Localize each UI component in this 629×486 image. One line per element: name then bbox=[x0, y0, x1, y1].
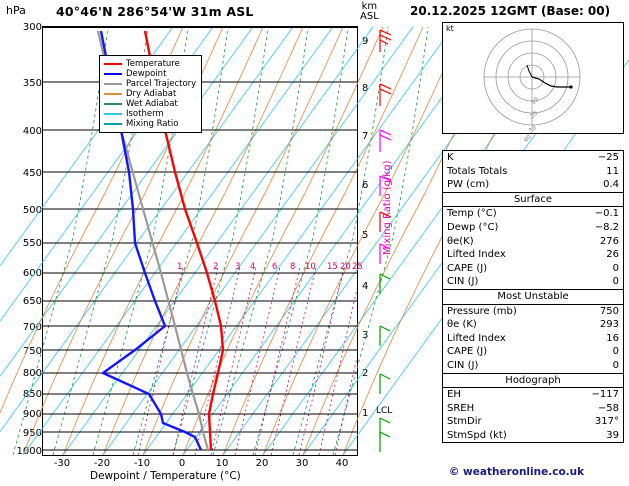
table-row bbox=[443, 429, 623, 443]
wind-barb bbox=[380, 432, 390, 452]
wind-barb-column bbox=[358, 26, 404, 456]
most-unstable-section-header: Most Unstable bbox=[443, 289, 623, 305]
wind-barb bbox=[380, 30, 391, 52]
pressure-tick: 650 bbox=[22, 296, 42, 307]
table-row bbox=[443, 151, 623, 165]
lcl-label: LCL bbox=[376, 406, 393, 416]
svg-text:40: 40 bbox=[522, 133, 533, 144]
svg-text:30: 30 bbox=[527, 124, 538, 135]
legend bbox=[99, 55, 202, 133]
mixing-ratio-value: 8 bbox=[290, 262, 296, 272]
wind-barb bbox=[380, 212, 391, 232]
row-value: 26 bbox=[606, 249, 619, 261]
row-label: SREH bbox=[447, 402, 475, 414]
row-label: θe (K) bbox=[447, 319, 477, 331]
row-label: CIN (J) bbox=[447, 359, 479, 371]
svg-text:10: 10 bbox=[529, 96, 541, 107]
pressure-unit-label: hPa bbox=[6, 4, 26, 17]
table-row bbox=[443, 165, 623, 179]
mixing-ratio-value: 6 bbox=[272, 262, 278, 272]
temp-tick: 0 bbox=[178, 458, 186, 469]
temp-tick: 30 bbox=[295, 458, 309, 469]
pressure-tick: 850 bbox=[22, 389, 42, 400]
row-label: Temp (°C) bbox=[447, 208, 497, 220]
table-row bbox=[443, 235, 623, 249]
table-row bbox=[443, 178, 623, 192]
hodograph-section-header: Hodograph bbox=[443, 373, 623, 389]
table-row bbox=[443, 221, 623, 235]
svg-text:20: 20 bbox=[528, 110, 540, 121]
km-tick: 6 bbox=[362, 180, 369, 191]
row-value: −0.1 bbox=[594, 208, 619, 220]
row-value: −8.2 bbox=[594, 221, 619, 233]
row-value: 39 bbox=[606, 429, 619, 441]
temp-tick: -30 bbox=[53, 458, 71, 469]
table-row bbox=[443, 318, 623, 332]
table-row bbox=[443, 345, 623, 359]
km-axis-label-line2: ASL bbox=[360, 11, 379, 22]
temp-tick: -20 bbox=[93, 458, 111, 469]
row-value: 317° bbox=[594, 416, 619, 428]
row-value: 0 bbox=[612, 359, 619, 371]
pressure-tick: 400 bbox=[22, 126, 42, 137]
mixing-ratio-value: 20 bbox=[340, 262, 351, 272]
table-row bbox=[443, 415, 623, 429]
row-label: CAPE (J) bbox=[447, 262, 488, 274]
temp-tick: 20 bbox=[255, 458, 269, 469]
pressure-tick: 900 bbox=[22, 409, 42, 420]
km-tick: 3 bbox=[362, 330, 369, 341]
wind-barb bbox=[380, 130, 391, 152]
forecast-date-title: 20.12.2025 12GMT (Base: 00) bbox=[410, 4, 611, 18]
row-label: Totals Totals bbox=[447, 165, 508, 177]
legend-item-isotherm bbox=[104, 109, 196, 119]
row-label: Pressure (mb) bbox=[447, 305, 517, 317]
pressure-tick: 350 bbox=[22, 78, 42, 89]
hodograph-box bbox=[442, 22, 624, 144]
legend-label: Wet Adiabat bbox=[126, 99, 178, 109]
mixing-ratio-value: 2 bbox=[213, 262, 219, 272]
temp-tick: 10 bbox=[215, 458, 229, 469]
legend-item-dewpoint bbox=[104, 69, 196, 79]
table-row bbox=[443, 248, 623, 262]
mixing-ratio-value: 15 bbox=[327, 262, 338, 272]
wind-barb bbox=[380, 244, 390, 264]
row-value: 11 bbox=[606, 165, 619, 177]
wind-barb bbox=[380, 274, 390, 294]
legend-label: Parcel Trajectory bbox=[126, 79, 197, 89]
mixing-ratio-value: 1 bbox=[177, 262, 183, 272]
temp-tick: 40 bbox=[335, 458, 349, 469]
row-value: −58 bbox=[597, 402, 619, 414]
row-value: 293 bbox=[599, 319, 619, 331]
legend-item-wet-adiabat bbox=[104, 99, 196, 109]
legend-label: Temperature bbox=[126, 59, 180, 69]
indices-table bbox=[442, 150, 624, 443]
table-row bbox=[443, 402, 623, 416]
legend-label: Isotherm bbox=[126, 109, 164, 119]
legend-label: Mixing Ratio bbox=[126, 119, 179, 129]
pressure-tick: 500 bbox=[22, 205, 42, 216]
row-label: CAPE (J) bbox=[447, 346, 488, 358]
row-value: −117 bbox=[591, 389, 619, 401]
row-label: K bbox=[447, 152, 454, 163]
row-value: 0.4 bbox=[603, 179, 619, 191]
info-panel bbox=[404, 0, 629, 486]
km-tick: 4 bbox=[362, 281, 369, 292]
km-axis-label-line1: km bbox=[361, 1, 378, 12]
row-label: StmSpd (kt) bbox=[447, 429, 507, 441]
surface-section-header: Surface bbox=[443, 192, 623, 208]
km-tick: 1 bbox=[362, 408, 369, 419]
row-label: Dewp (°C) bbox=[447, 221, 499, 233]
row-value: 16 bbox=[606, 332, 619, 344]
row-label: EH bbox=[447, 389, 461, 401]
pressure-tick: 950 bbox=[22, 428, 42, 439]
skewt-plot-area bbox=[42, 26, 358, 456]
mixing-ratio-value: 3 bbox=[235, 262, 241, 272]
legend-item-dry-adiabat bbox=[104, 89, 196, 99]
legend-item-mixing-ratio bbox=[104, 119, 196, 129]
mixing-ratio-axis-label: Mixing Ratio (g/kg) bbox=[382, 160, 393, 255]
hodograph-svg bbox=[443, 23, 621, 144]
pressure-tick: 800 bbox=[22, 368, 42, 379]
table-row bbox=[443, 305, 623, 319]
legend-label: Dry Adiabat bbox=[126, 89, 177, 99]
pressure-tick: 750 bbox=[22, 346, 42, 357]
pressure-tick: 550 bbox=[22, 238, 42, 249]
row-label: θe(K) bbox=[447, 235, 474, 247]
row-value: −25 bbox=[597, 152, 619, 163]
mixing-ratio-value: 10 bbox=[305, 262, 316, 272]
pressure-tick: 450 bbox=[22, 168, 42, 179]
wind-barb bbox=[380, 176, 391, 196]
temp-tick: -10 bbox=[133, 458, 151, 469]
pressure-tick: 700 bbox=[22, 322, 42, 333]
row-label: CIN (J) bbox=[447, 276, 479, 288]
row-value: 0 bbox=[612, 346, 619, 358]
mixing-ratio-value: 4 bbox=[250, 262, 256, 272]
hodograph-unit-label: kt bbox=[446, 24, 454, 33]
station-title: 40°46'N 286°54'W 31m ASL bbox=[56, 4, 254, 19]
legend-label: Dewpoint bbox=[126, 69, 167, 79]
wind-barb bbox=[380, 326, 390, 346]
wind-barb bbox=[380, 374, 390, 394]
row-value: 276 bbox=[599, 235, 619, 247]
watermark: © weatheronline.co.uk bbox=[448, 466, 585, 478]
km-axis-label bbox=[360, 2, 379, 22]
row-label: PW (cm) bbox=[447, 179, 490, 191]
table-row bbox=[443, 359, 623, 373]
mixing-ratio-value: 25 bbox=[352, 262, 363, 272]
wind-barb bbox=[380, 84, 391, 106]
row-label: StmDir bbox=[447, 416, 482, 428]
pressure-tick: 600 bbox=[22, 268, 42, 279]
table-row bbox=[443, 275, 623, 289]
row-label: Lifted Index bbox=[447, 332, 506, 344]
legend-item-temperature bbox=[104, 59, 196, 69]
table-row bbox=[443, 207, 623, 221]
km-tick: 2 bbox=[362, 368, 369, 379]
km-tick: 5 bbox=[362, 230, 369, 241]
table-row bbox=[443, 262, 623, 276]
row-value: 0 bbox=[612, 262, 619, 274]
table-row bbox=[443, 332, 623, 346]
row-value: 0 bbox=[612, 276, 619, 288]
pressure-tick: 1000 bbox=[16, 446, 42, 457]
row-label: Lifted Index bbox=[447, 249, 506, 261]
km-tick: 7 bbox=[362, 131, 369, 142]
row-value: 750 bbox=[599, 305, 619, 317]
km-tick: 8 bbox=[362, 83, 369, 94]
table-row bbox=[443, 388, 623, 402]
km-tick: 9 bbox=[362, 36, 369, 47]
x-axis-title: Dewpoint / Temperature (°C) bbox=[90, 470, 241, 482]
pressure-tick: 300 bbox=[22, 22, 42, 33]
legend-item-parcel-trajectory bbox=[104, 79, 196, 89]
